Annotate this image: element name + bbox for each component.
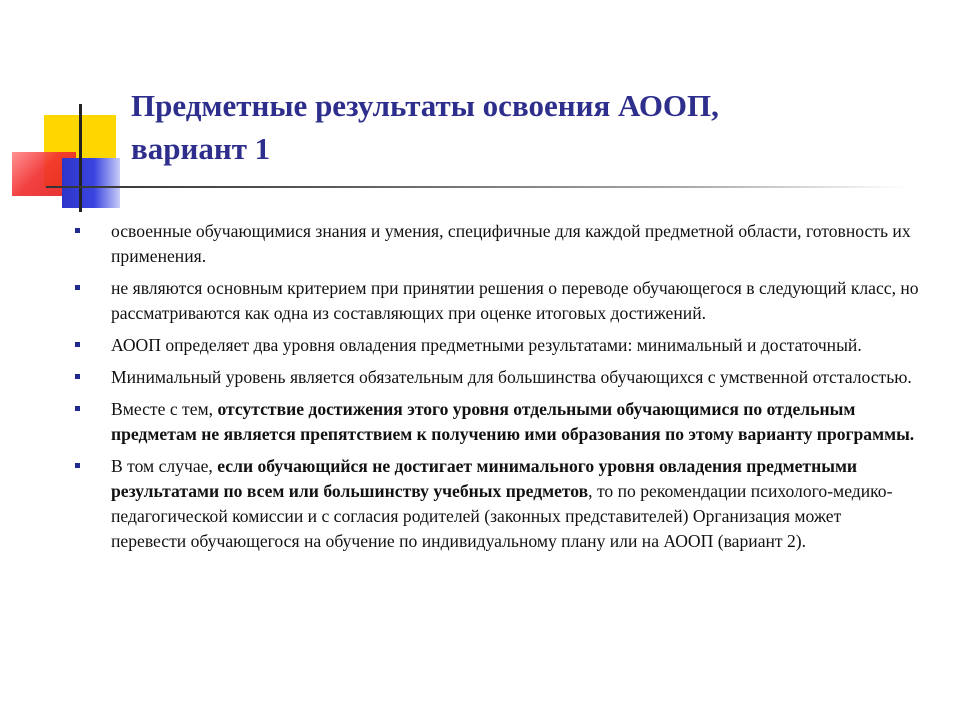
bullet-text-bold: отсутствие достижения этого уровня отдельными обучающимися по отдельным предметам не является препятствием к получению ими образования по этому варианту программы. — [111, 399, 915, 444]
bullet-item — [72, 219, 920, 269]
bullet-item — [72, 333, 920, 358]
square-bullet-icon — [75, 374, 80, 379]
bullet-item — [72, 454, 920, 554]
bullet-text-bold: если обучающийся не достигает минимального уровня овладения предметными результатами по всем или большинству учебных предметов — [111, 456, 858, 501]
bullet-text: не являются основным критерием при принятии решения о переводе обучающегося в следующий класс, но рассматриваются как одна из составляющих при оценке итоговых достижений. — [111, 278, 919, 323]
decor-blue-square — [62, 158, 120, 208]
bullet-text-prefix: В том случае, — [111, 456, 218, 476]
bullet-item — [72, 397, 920, 447]
slide-title-line-1: Предметные результаты освоения АООП, — [131, 88, 719, 123]
bullet-text: освоенные обучающимися знания и умения, специфичные для каждой предметной области, готовность их применения. — [111, 221, 911, 266]
bullet-text-prefix: Вместе с тем, — [111, 399, 218, 419]
bullet-item — [72, 276, 920, 326]
square-bullet-icon — [75, 228, 80, 233]
bullet-text: АООП определяет два уровня овладения предметными результатами: минимальный и достаточный. — [111, 335, 862, 355]
bullet-list — [72, 219, 920, 561]
bullet-text: Минимальный уровень является обязательным для большинства обучающихся с умственной отсталостью. — [111, 367, 912, 387]
bullet-item — [72, 365, 920, 390]
square-bullet-icon — [75, 406, 80, 411]
title-underline-divider — [46, 186, 906, 188]
slide-title-line-2: вариант 1 — [131, 131, 271, 166]
square-bullet-icon — [75, 342, 80, 347]
square-bullet-icon — [75, 463, 80, 468]
square-bullet-icon — [75, 285, 80, 290]
bullet-text-suffix: , то по рекомендации психолого-медико-педагогической комиссии и с согласия родителей (законных представителей) Организация может перевести обучающегося на обучение по индивидуальному плану или на АООП (вариант 2). — [111, 481, 893, 551]
slide-title — [131, 84, 911, 170]
decor-vertical-line — [79, 104, 82, 212]
